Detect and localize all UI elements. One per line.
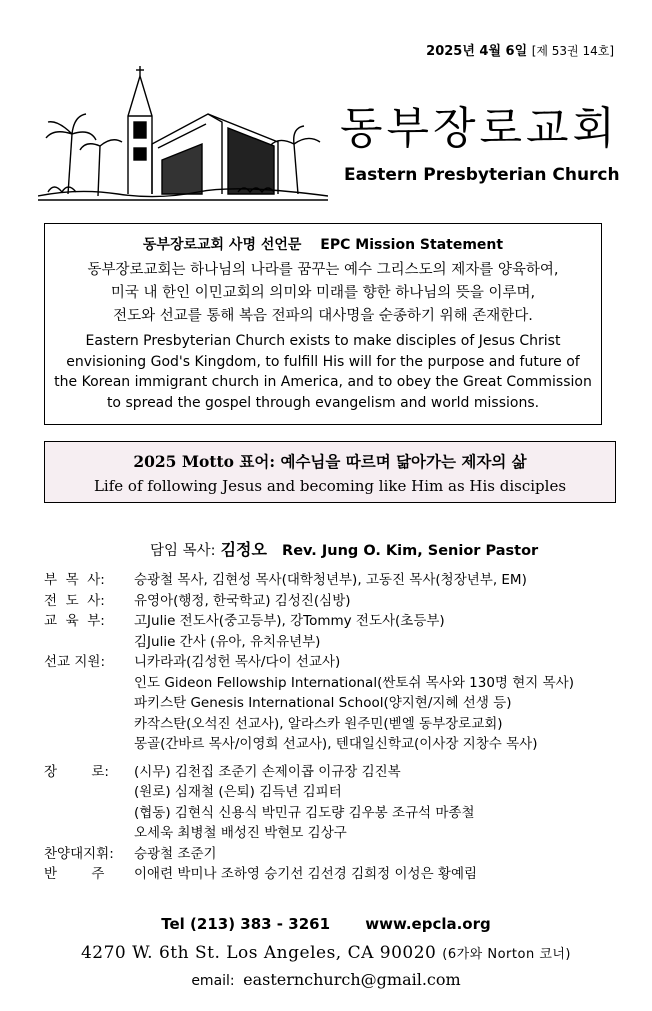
- mission-ko-line: 전도와 선교를 통해 복음 전파의 대사명을 순종하기 위해 존재한다.: [113, 308, 533, 324]
- staff-line: (협동) 김현식 신용식 박민규 김도량 김우봉 조규석 마종철: [134, 804, 475, 821]
- pastor-name-korean: 김정오: [220, 540, 267, 559]
- email-label: email:: [191, 973, 235, 989]
- staff-row-elders: [44, 762, 634, 844]
- staff-line: 고Julie 전도사(중고등부), 강Tommy 전도사(초등부): [134, 613, 445, 629]
- senior-pastor-line: [150, 537, 538, 560]
- staff-line: 김Julie 간사 (유아, 유치유년부): [134, 633, 321, 650]
- staff-row-choir-director: [44, 844, 634, 865]
- staff-label: 부 목 사:: [44, 572, 105, 588]
- church-address: [0, 943, 652, 963]
- email-address[interactable]: easternchurch@gmail.com: [243, 970, 461, 989]
- staff-line: 승광철 조준기: [134, 845, 217, 862]
- bulletin-date: [426, 40, 614, 59]
- mission-title-korean: 동부장로교회 사명 선언문: [142, 237, 302, 253]
- pastor-label: 담임 목사:: [150, 543, 216, 559]
- mission-en-line: to spread the gospel through evangelism and world missions.: [106, 394, 540, 411]
- staff-line: 오세욱 최병철 배성진 박현모 김상구: [134, 825, 347, 841]
- mission-title-english: EPC Mission Statement: [320, 237, 504, 253]
- staff-label: 선교 지원:: [44, 654, 106, 670]
- staff-row-associate-pastors: [44, 570, 634, 591]
- mission-ko-line: 미국 내 한인 이민교회의 의미와 미래를 향한 하나님의 뜻을 이루며,: [110, 285, 536, 301]
- motto-box: [44, 441, 616, 503]
- staff-line: 인도 Gideon Fellowship International(싼토쉬 목사와 130명 현지 목사): [134, 674, 574, 691]
- mission-heading: [45, 234, 601, 254]
- staff-line: 유영아(행정, 한국학교) 김성진(심방): [134, 592, 351, 609]
- contact-phone-web: [0, 915, 652, 933]
- volume-text: [제 53권 14호]: [531, 44, 614, 58]
- staff-row-evangelists: [44, 591, 634, 612]
- mission-en-line: the Korean immigrant church in America, and to obey the Great Commission: [54, 374, 592, 390]
- mission-ko-line: 동부장로교회는 하나님의 나라를 꿈꾸는 예수 그리스도의 제자를 양육하여,: [87, 262, 559, 278]
- mission-english-text: [45, 331, 601, 413]
- date-text: 2025년 4월 6일: [426, 44, 528, 59]
- church-name-english: Eastern Presbyterian Church: [344, 165, 620, 185]
- church-illustration: [38, 64, 328, 204]
- staff-row-missions: [44, 652, 634, 755]
- mission-korean-text: [45, 259, 601, 328]
- staff-label: 찬양대지휘:: [44, 845, 114, 862]
- staff-line: (시무) 김천집 조준기 손제이콥 이규장 김진복: [134, 763, 401, 780]
- staff-list: [44, 570, 634, 885]
- staff-line: 몽골(간바르 목사/이영희 선교사), 텐대일신학교(이사장 지창수 목사): [134, 736, 538, 752]
- website-link[interactable]: www.epcla.org: [365, 915, 491, 933]
- staff-label: 전 도 사:: [44, 592, 105, 609]
- mission-statement-box: [44, 223, 602, 425]
- motto-english: Life of following Jesus and becoming like Him as His disciples: [93, 477, 567, 495]
- phone-number: Tel (213) 383 - 3261: [161, 915, 330, 933]
- staff-row-education: [44, 611, 634, 652]
- staff-line: 카작스탄(오석진 선교사), 알라스카 원주민(벧엘 동부장로교회): [134, 715, 503, 732]
- staff-label: 장 로:: [44, 763, 109, 780]
- staff-label: 교 육 부:: [44, 613, 105, 629]
- address-text: 4270 W. 6th St. Los Angeles, CA 90020: [80, 943, 437, 963]
- staff-row-accompanists: [44, 864, 634, 885]
- address-note: (6가와 Norton 코너): [442, 947, 572, 962]
- staff-line: 니카라과(김성헌 목사/다이 선교사): [134, 654, 341, 670]
- staff-line: 승광철 목사, 김현성 목사(대학청년부), 고동진 목사(청장년부, EM): [134, 572, 527, 588]
- staff-label: 반 주: [44, 866, 105, 882]
- staff-line: 파키스탄 Genesis International School(양지현/지혜 선생 등): [134, 695, 512, 711]
- mission-en-line: envisioning God's Kingdom, to fulfill His will for the purpose and future of: [66, 353, 580, 370]
- church-name-korean: 동부장로교회: [340, 103, 620, 154]
- contact-email: [0, 970, 652, 989]
- staff-line: (원로) 심재철 (은퇴) 김득년 김피터: [134, 784, 342, 800]
- pastor-name-english: Rev. Jung O. Kim, Senior Pastor: [282, 543, 539, 559]
- staff-line: 이애련 박미나 조하영 승기선 김선경 김희정 이성은 황예림: [134, 866, 478, 882]
- mission-en-line: Eastern Presbyterian Church exists to make disciples of Jesus Christ: [85, 333, 561, 349]
- motto-korean: 2025 Motto 표어: 예수님을 따르며 닮아가는 제자의 삶: [133, 452, 527, 471]
